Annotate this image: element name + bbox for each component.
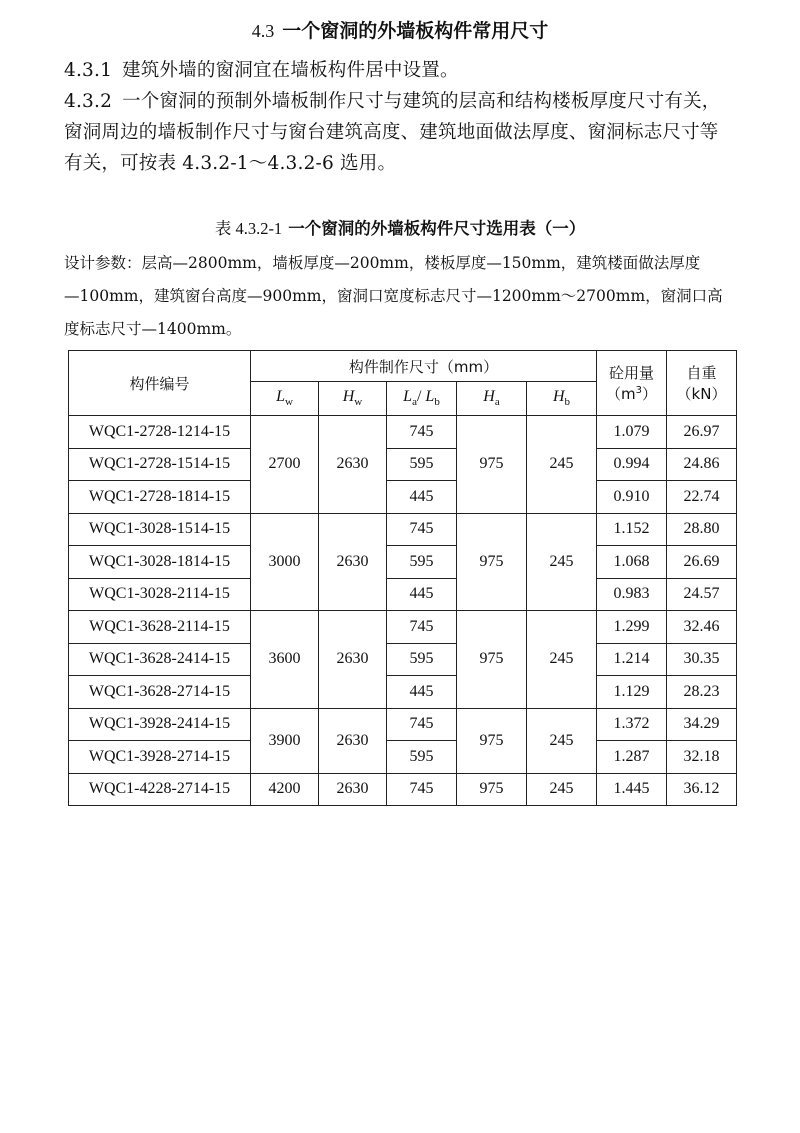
cell-self-weight: 22.74 xyxy=(667,481,737,514)
cell-component-id: WQC1-3928-2714-15 xyxy=(69,741,251,774)
cell-component-id: WQC1-3628-2714-15 xyxy=(69,676,251,709)
clause-4-3-1 xyxy=(64,55,740,86)
cell-concrete-volume: 1.214 xyxy=(597,643,667,676)
cell-lw: 3000 xyxy=(251,513,319,611)
cell-la-lb: 595 xyxy=(387,741,457,774)
header-concrete-unit xyxy=(606,385,657,403)
cell-la-lb: 445 xyxy=(387,578,457,611)
design-params-line: —100mm，建筑窗台高度—900mm，窗洞口宽度标志尺寸—1200mm～2700mm，窗洞口高 xyxy=(64,287,723,305)
table-row xyxy=(69,676,737,709)
cell-self-weight: 26.69 xyxy=(667,546,737,579)
cell-concrete-volume: 0.983 xyxy=(597,578,667,611)
header-self-weight xyxy=(667,351,737,416)
cell-hb: 245 xyxy=(527,708,597,773)
clause-line-3: 有关，可按表 4.3.2-1～4.3.2-6 选用。 xyxy=(64,153,397,174)
cell-lw: 3600 xyxy=(251,611,319,709)
table-row xyxy=(69,643,737,676)
clause-4-3-2 xyxy=(64,86,740,179)
cell-concrete-volume: 1.079 xyxy=(597,416,667,449)
clause-number: 4.3.2 xyxy=(64,91,113,112)
cell-ha: 975 xyxy=(457,773,527,806)
cell-lw: 3900 xyxy=(251,708,319,773)
cell-hb: 245 xyxy=(527,416,597,514)
cell-la-lb: 445 xyxy=(387,676,457,709)
table-row xyxy=(69,481,737,514)
cell-concrete-volume: 0.910 xyxy=(597,481,667,514)
sym: H xyxy=(552,388,565,406)
table-row xyxy=(69,708,737,741)
header-hw xyxy=(319,382,387,416)
cell-concrete-volume: 0.994 xyxy=(597,448,667,481)
component-size-table xyxy=(68,350,737,806)
table-row xyxy=(69,416,737,449)
sub: a xyxy=(412,396,417,409)
cell-la-lb: 745 xyxy=(387,611,457,644)
clause-line-1 xyxy=(64,86,740,117)
cell-self-weight: 24.57 xyxy=(667,578,737,611)
cell-hw: 2630 xyxy=(319,611,387,709)
cell-la-lb: 445 xyxy=(387,481,457,514)
table-title: 一个窗洞的外墙板构件尺寸选用表（一） xyxy=(288,219,586,238)
cell-hw: 2630 xyxy=(319,513,387,611)
cell-concrete-volume: 1.445 xyxy=(597,773,667,806)
cell-concrete-volume: 1.152 xyxy=(597,513,667,546)
clause-number: 4.3.1 xyxy=(64,60,113,81)
table-row xyxy=(69,773,737,806)
sub: b xyxy=(434,396,440,409)
header-lw xyxy=(251,382,319,416)
cell-concrete-volume: 1.299 xyxy=(597,611,667,644)
cell-self-weight: 28.23 xyxy=(667,676,737,709)
cell-lw: 4200 xyxy=(251,773,319,806)
unit-open: （m xyxy=(605,385,636,403)
sym: L xyxy=(276,388,285,406)
table-row xyxy=(69,578,737,611)
sub: w xyxy=(284,396,293,409)
table-caption xyxy=(0,215,800,239)
cell-la-lb: 745 xyxy=(387,513,457,546)
sub: a xyxy=(494,396,500,409)
cell-component-id: WQC1-3628-2414-15 xyxy=(69,643,251,676)
cell-component-id: WQC1-3628-2114-15 xyxy=(69,611,251,644)
header-row xyxy=(69,351,737,382)
cell-component-id: WQC1-2728-1514-15 xyxy=(69,448,251,481)
table-number: 表 4.3.2-1 xyxy=(214,219,283,238)
cell-self-weight: 30.35 xyxy=(667,643,737,676)
table-body xyxy=(69,416,737,806)
cell-component-id: WQC1-2728-1214-15 xyxy=(69,416,251,449)
sub: w xyxy=(354,396,363,409)
cell-lw: 2700 xyxy=(251,416,319,514)
cell-component-id: WQC1-3928-2414-15 xyxy=(69,708,251,741)
cell-self-weight: 32.46 xyxy=(667,611,737,644)
header-weight-label: 自重 xyxy=(686,364,717,382)
cell-self-weight: 32.18 xyxy=(667,741,737,774)
unit-sup: 3 xyxy=(635,385,642,396)
cell-ha: 975 xyxy=(457,513,527,611)
cell-ha: 975 xyxy=(457,416,527,514)
header-ha xyxy=(457,382,527,416)
cell-ha: 975 xyxy=(457,708,527,773)
header-component-id: 构件编号 xyxy=(69,351,251,416)
header-dimensions-group: 构件制作尺寸（mm） xyxy=(251,351,597,382)
cell-la-lb: 595 xyxy=(387,546,457,579)
design-params-line: 设计参数：层高—2800mm，墙板厚度—200mm，楼板厚度—150mm，建筑楼面做法厚度 xyxy=(64,254,701,272)
cell-component-id: WQC1-4228-2714-15 xyxy=(69,773,251,806)
cell-component-id: WQC1-3028-2114-15 xyxy=(69,578,251,611)
cell-hw: 2630 xyxy=(319,773,387,806)
cell-component-id: WQC1-2728-1814-15 xyxy=(69,481,251,514)
cell-concrete-volume: 1.287 xyxy=(597,741,667,774)
header-weight-unit: （kN） xyxy=(676,385,727,403)
table-row xyxy=(69,546,737,579)
cell-component-id: WQC1-3028-1814-15 xyxy=(69,546,251,579)
table-row xyxy=(69,513,737,546)
cell-concrete-volume: 1.068 xyxy=(597,546,667,579)
cell-la-lb: 745 xyxy=(387,773,457,806)
clause-text: 建筑外墙的窗洞宜在墙板构件居中设置。 xyxy=(122,60,459,81)
cell-hw: 2630 xyxy=(319,416,387,514)
cell-la-lb: 595 xyxy=(387,448,457,481)
cell-self-weight: 34.29 xyxy=(667,708,737,741)
design-parameters xyxy=(64,247,740,346)
header-concrete-volume xyxy=(597,351,667,416)
header-hb xyxy=(527,382,597,416)
sym: L xyxy=(425,388,435,406)
sub: b xyxy=(564,396,571,409)
cell-component-id: WQC1-3028-1514-15 xyxy=(69,513,251,546)
cell-concrete-volume: 1.129 xyxy=(597,676,667,709)
cell-self-weight: 28.80 xyxy=(667,513,737,546)
sym: H xyxy=(342,388,355,406)
table-row xyxy=(69,741,737,774)
section-heading xyxy=(0,16,800,43)
cell-la-lb: 595 xyxy=(387,643,457,676)
cell-self-weight: 26.97 xyxy=(667,416,737,449)
cell-hw: 2630 xyxy=(319,708,387,773)
header-la-lb xyxy=(387,382,457,416)
sym: L xyxy=(403,388,413,406)
section-number: 4.3 xyxy=(251,21,275,41)
sym: H xyxy=(483,388,495,406)
clause-line-2: 窗洞周边的墙板制作尺寸与窗台建筑高度、建筑地面做法厚度、窗洞标志尺寸等 xyxy=(64,122,719,143)
clause-text: 一个窗洞的预制外墙板制作尺寸与建筑的层高和结构楼板厚度尺寸有关， xyxy=(122,91,721,112)
cell-hb: 245 xyxy=(527,773,597,806)
cell-la-lb: 745 xyxy=(387,416,457,449)
design-params-line: 度标志尺寸—1400mm。 xyxy=(64,320,242,338)
cell-self-weight: 24.86 xyxy=(667,448,737,481)
sep: / xyxy=(416,388,426,406)
unit-close: ） xyxy=(641,385,657,403)
cell-concrete-volume: 1.372 xyxy=(597,708,667,741)
cell-hb: 245 xyxy=(527,513,597,611)
table-row xyxy=(69,448,737,481)
table-row xyxy=(69,611,737,644)
header-concrete-label: 砼用量 xyxy=(608,364,654,382)
cell-self-weight: 36.12 xyxy=(667,773,737,806)
cell-ha: 975 xyxy=(457,611,527,709)
section-title: 一个窗洞的外墙板构件常用尺寸 xyxy=(282,20,549,42)
cell-la-lb: 745 xyxy=(387,708,457,741)
cell-hb: 245 xyxy=(527,611,597,709)
